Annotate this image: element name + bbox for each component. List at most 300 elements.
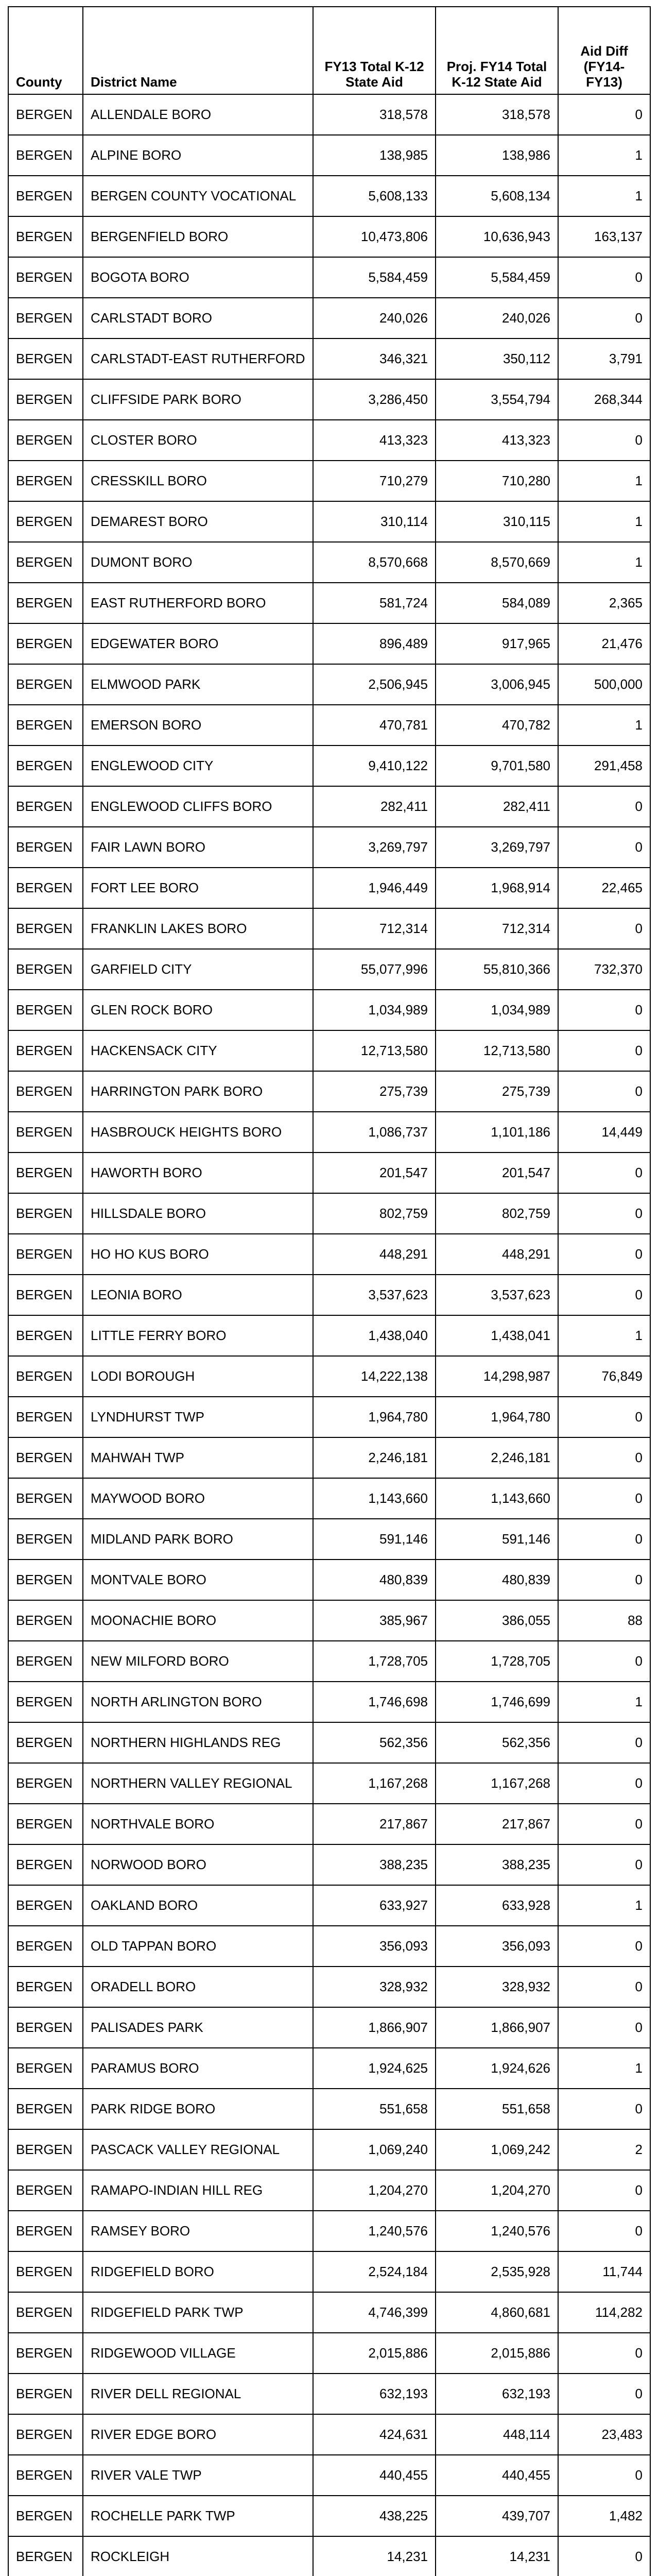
table-row [8, 2374, 650, 2414]
district-name-cell: EDGEWATER BORO [83, 623, 313, 664]
table-row [8, 990, 650, 1030]
fy14-aid-cell: 1,746,699 [436, 1682, 558, 1722]
district-name-cell: BERGEN COUNTY VOCATIONAL [83, 176, 313, 216]
county-cell: BERGEN [8, 1519, 83, 1560]
fy13-aid-cell: 5,608,133 [313, 176, 436, 216]
table-row [8, 1397, 650, 1437]
fy14-aid-cell: 584,089 [436, 583, 558, 623]
county-cell: BERGEN [8, 908, 83, 949]
county-cell: BERGEN [8, 1193, 83, 1234]
fy14-aid-cell: 710,280 [436, 461, 558, 501]
county-cell: BERGEN [8, 216, 83, 257]
table-row [8, 2089, 650, 2129]
county-cell: BERGEN [8, 1804, 83, 1844]
aid-diff-cell: 14,449 [558, 1112, 650, 1153]
fy14-aid-cell: 5,608,134 [436, 176, 558, 216]
table-row [8, 1153, 650, 1193]
county-cell: BERGEN [8, 2374, 83, 2414]
table-row [8, 1967, 650, 2007]
aid-diff-cell: 0 [558, 1519, 650, 1560]
fy13-aid-cell: 710,279 [313, 461, 436, 501]
fy14-aid-cell: 551,658 [436, 2089, 558, 2129]
district-name-cell: PASCACK VALLEY REGIONAL [83, 2129, 313, 2170]
aid-diff-cell: 0 [558, 1967, 650, 2007]
fy13-aid-cell: 2,524,184 [313, 2251, 436, 2292]
fy13-aid-cell: 1,069,240 [313, 2129, 436, 2170]
aid-diff-cell: 0 [558, 1722, 650, 1763]
table-row [8, 1437, 650, 1478]
county-cell: BERGEN [8, 1030, 83, 1071]
fy14-aid-cell: 917,965 [436, 623, 558, 664]
table-row [8, 1071, 650, 1112]
fy13-aid-cell: 1,866,907 [313, 2007, 436, 2048]
district-name-cell: FRANKLIN LAKES BORO [83, 908, 313, 949]
county-cell: BERGEN [8, 1397, 83, 1437]
aid-diff-cell: 0 [558, 1275, 650, 1315]
district-name-cell: LITTLE FERRY BORO [83, 1315, 313, 1356]
table-row [8, 2333, 650, 2374]
aid-diff-cell: 0 [558, 2170, 650, 2211]
table-row [8, 298, 650, 338]
district-name-cell: CARLSTADT-EAST RUTHERFORD [83, 338, 313, 379]
fy14-aid-cell: 201,547 [436, 1153, 558, 1193]
district-name-cell: PARK RIDGE BORO [83, 2089, 313, 2129]
fy14-aid-cell: 440,455 [436, 2455, 558, 2496]
aid-diff-cell: 0 [558, 1193, 650, 1234]
table-row [8, 338, 650, 379]
aid-diff-cell: 0 [558, 990, 650, 1030]
fy13-aid-cell: 3,286,450 [313, 379, 436, 420]
fy13-aid-cell: 896,489 [313, 623, 436, 664]
county-cell: BERGEN [8, 1844, 83, 1885]
county-cell: BERGEN [8, 501, 83, 542]
table-row [8, 379, 650, 420]
fy13-aid-cell: 14,222,138 [313, 1356, 436, 1397]
fy14-aid-cell: 1,034,989 [436, 990, 558, 1030]
table-row [8, 1600, 650, 1641]
district-name-cell: MAYWOOD BORO [83, 1478, 313, 1519]
county-cell: BERGEN [8, 623, 83, 664]
aid-diff-cell: 0 [558, 298, 650, 338]
fy14-aid-cell: 2,535,928 [436, 2251, 558, 2292]
table-row [8, 908, 650, 949]
aid-diff-cell: 1 [558, 1315, 650, 1356]
aid-diff-cell: 0 [558, 257, 650, 298]
fy13-aid-cell: 1,728,705 [313, 1641, 436, 1682]
district-name-cell: LYNDHURST TWP [83, 1397, 313, 1437]
table-row [8, 827, 650, 868]
fy14-aid-cell: 1,143,660 [436, 1478, 558, 1519]
county-cell: BERGEN [8, 2007, 83, 2048]
county-cell: BERGEN [8, 420, 83, 461]
fy14-aid-cell: 310,115 [436, 501, 558, 542]
county-cell: BERGEN [8, 2048, 83, 2089]
fy13-aid-cell: 1,746,698 [313, 1682, 436, 1722]
fy14-aid-cell: 448,114 [436, 2414, 558, 2455]
district-name-cell: NORWOOD BORO [83, 1844, 313, 1885]
table-row [8, 2455, 650, 2496]
table-row [8, 2536, 650, 2576]
district-name-cell: CRESSKILL BORO [83, 461, 313, 501]
district-name-cell: ALLENDALE BORO [83, 94, 313, 135]
county-cell: BERGEN [8, 2170, 83, 2211]
fy13-aid-cell: 201,547 [313, 1153, 436, 1193]
district-name-cell: HASBROUCK HEIGHTS BORO [83, 1112, 313, 1153]
fy13-aid-cell: 12,713,580 [313, 1030, 436, 1071]
aid-diff-cell: 732,370 [558, 949, 650, 990]
aid-diff-cell: 1 [558, 1885, 650, 1926]
aid-diff-cell: 0 [558, 2536, 650, 2576]
aid-diff-cell: 0 [558, 1560, 650, 1600]
district-name-cell: HARRINGTON PARK BORO [83, 1071, 313, 1112]
fy14-aid-cell: 318,578 [436, 94, 558, 135]
district-name-cell: MOONACHIE BORO [83, 1600, 313, 1641]
fy14-aid-cell: 14,231 [436, 2536, 558, 2576]
fy13-aid-cell: 240,026 [313, 298, 436, 338]
county-cell: BERGEN [8, 868, 83, 908]
district-name-cell: RIVER EDGE BORO [83, 2414, 313, 2455]
county-cell: BERGEN [8, 949, 83, 990]
county-cell: BERGEN [8, 664, 83, 705]
fy13-aid-cell: 632,193 [313, 2374, 436, 2414]
district-name-cell: RIVER VALE TWP [83, 2455, 313, 2496]
fy14-aid-cell: 217,867 [436, 1804, 558, 1844]
table-row [8, 1030, 650, 1071]
county-cell: BERGEN [8, 827, 83, 868]
district-name-cell: CLIFFSIDE PARK BORO [83, 379, 313, 420]
fy13-aid-cell: 8,570,668 [313, 542, 436, 583]
state-aid-table [8, 6, 651, 2576]
table-row [8, 216, 650, 257]
fy14-aid-cell: 240,026 [436, 298, 558, 338]
fy14-aid-cell: 1,101,186 [436, 1112, 558, 1153]
aid-diff-cell: 1 [558, 705, 650, 745]
county-cell: BERGEN [8, 2251, 83, 2292]
aid-diff-cell: 291,458 [558, 745, 650, 786]
county-cell: BERGEN [8, 2536, 83, 2576]
county-cell: BERGEN [8, 1315, 83, 1356]
aid-diff-cell: 1 [558, 176, 650, 216]
fy14-aid-cell: 14,298,987 [436, 1356, 558, 1397]
fy14-aid-cell: 632,193 [436, 2374, 558, 2414]
district-name-cell: NORTH ARLINGTON BORO [83, 1682, 313, 1722]
aid-diff-cell: 268,344 [558, 379, 650, 420]
district-name-cell: EAST RUTHERFORD BORO [83, 583, 313, 623]
header-diff: Aid Diff (FY14-FY13) [558, 7, 650, 94]
aid-diff-cell: 0 [558, 1153, 650, 1193]
fy14-aid-cell: 328,932 [436, 1967, 558, 2007]
district-name-cell: OAKLAND BORO [83, 1885, 313, 1926]
aid-diff-cell: 2,365 [558, 583, 650, 623]
fy13-aid-cell: 3,269,797 [313, 827, 436, 868]
aid-diff-cell: 0 [558, 1804, 650, 1844]
table-row [8, 461, 650, 501]
fy14-aid-cell: 1,866,907 [436, 2007, 558, 2048]
fy14-aid-cell: 2,015,886 [436, 2333, 558, 2374]
county-cell: BERGEN [8, 1600, 83, 1641]
table-body [8, 94, 650, 2576]
table-row [8, 786, 650, 827]
table-row [8, 1844, 650, 1885]
fy13-aid-cell: 633,927 [313, 1885, 436, 1926]
fy13-aid-cell: 480,839 [313, 1560, 436, 1600]
fy14-aid-cell: 1,968,914 [436, 868, 558, 908]
table-row [8, 176, 650, 216]
table-row [8, 868, 650, 908]
table-row [8, 2170, 650, 2211]
district-name-cell: MONTVALE BORO [83, 1560, 313, 1600]
district-name-cell: NORTHVALE BORO [83, 1804, 313, 1844]
table-row [8, 1356, 650, 1397]
fy13-aid-cell: 470,781 [313, 705, 436, 745]
table-row [8, 2048, 650, 2089]
county-cell: BERGEN [8, 1682, 83, 1722]
fy14-aid-cell: 386,055 [436, 1600, 558, 1641]
table-row [8, 1560, 650, 1600]
district-name-cell: RIDGEFIELD PARK TWP [83, 2292, 313, 2333]
district-name-cell: BOGOTA BORO [83, 257, 313, 298]
table-row [8, 745, 650, 786]
fy13-aid-cell: 424,631 [313, 2414, 436, 2455]
county-cell: BERGEN [8, 1560, 83, 1600]
table-row [8, 2007, 650, 2048]
fy14-aid-cell: 2,246,181 [436, 1437, 558, 1478]
county-cell: BERGEN [8, 542, 83, 583]
table-row [8, 2496, 650, 2536]
table-row [8, 705, 650, 745]
table-row [8, 1519, 650, 1560]
fy14-aid-cell: 275,739 [436, 1071, 558, 1112]
fy14-aid-cell: 562,356 [436, 1722, 558, 1763]
aid-diff-cell: 88 [558, 1600, 650, 1641]
header-row [8, 7, 650, 94]
county-cell: BERGEN [8, 1437, 83, 1478]
fy13-aid-cell: 310,114 [313, 501, 436, 542]
fy13-aid-cell: 1,240,576 [313, 2211, 436, 2251]
fy13-aid-cell: 318,578 [313, 94, 436, 135]
county-cell: BERGEN [8, 1234, 83, 1275]
fy14-aid-cell: 470,782 [436, 705, 558, 745]
fy13-aid-cell: 2,506,945 [313, 664, 436, 705]
aid-diff-cell: 0 [558, 1763, 650, 1804]
aid-diff-cell: 0 [558, 1234, 650, 1275]
fy13-aid-cell: 562,356 [313, 1722, 436, 1763]
county-cell: BERGEN [8, 705, 83, 745]
fy13-aid-cell: 388,235 [313, 1844, 436, 1885]
fy13-aid-cell: 275,739 [313, 1071, 436, 1112]
district-name-cell: ORADELL BORO [83, 1967, 313, 2007]
aid-diff-cell: 0 [558, 420, 650, 461]
table-row [8, 1804, 650, 1844]
district-name-cell: BERGENFIELD BORO [83, 216, 313, 257]
aid-diff-cell: 76,849 [558, 1356, 650, 1397]
fy14-aid-cell: 55,810,366 [436, 949, 558, 990]
aid-diff-cell: 0 [558, 1437, 650, 1478]
fy13-aid-cell: 1,167,268 [313, 1763, 436, 1804]
district-name-cell: NORTHERN HIGHLANDS REG [83, 1722, 313, 1763]
table-row [8, 664, 650, 705]
county-cell: BERGEN [8, 745, 83, 786]
county-cell: BERGEN [8, 176, 83, 216]
aid-diff-cell: 0 [558, 908, 650, 949]
fy13-aid-cell: 55,077,996 [313, 949, 436, 990]
fy14-aid-cell: 356,093 [436, 1926, 558, 1967]
district-name-cell: RIVER DELL REGIONAL [83, 2374, 313, 2414]
table-row [8, 1722, 650, 1763]
table-row [8, 2129, 650, 2170]
fy14-aid-cell: 1,924,626 [436, 2048, 558, 2089]
aid-diff-cell: 500,000 [558, 664, 650, 705]
fy14-aid-cell: 3,554,794 [436, 379, 558, 420]
aid-diff-cell: 0 [558, 94, 650, 135]
fy14-aid-cell: 3,537,623 [436, 1275, 558, 1315]
county-cell: BERGEN [8, 2455, 83, 2496]
fy13-aid-cell: 328,932 [313, 1967, 436, 2007]
county-cell: BERGEN [8, 298, 83, 338]
table-row [8, 2414, 650, 2455]
fy13-aid-cell: 413,323 [313, 420, 436, 461]
district-name-cell: ELMWOOD PARK [83, 664, 313, 705]
county-cell: BERGEN [8, 2292, 83, 2333]
district-name-cell: LODI BOROUGH [83, 1356, 313, 1397]
fy13-aid-cell: 4,746,399 [313, 2292, 436, 2333]
fy13-aid-cell: 1,438,040 [313, 1315, 436, 1356]
table-row [8, 1478, 650, 1519]
fy14-aid-cell: 802,759 [436, 1193, 558, 1234]
district-name-cell: RAMAPO-INDIAN HILL REG [83, 2170, 313, 2211]
table-row [8, 583, 650, 623]
fy13-aid-cell: 448,291 [313, 1234, 436, 1275]
district-name-cell: DUMONT BORO [83, 542, 313, 583]
county-cell: BERGEN [8, 2414, 83, 2455]
district-name-cell: EMERSON BORO [83, 705, 313, 745]
aid-diff-cell: 1 [558, 501, 650, 542]
fy13-aid-cell: 385,967 [313, 1600, 436, 1641]
county-cell: BERGEN [8, 1722, 83, 1763]
district-name-cell: RIDGEFIELD BORO [83, 2251, 313, 2292]
aid-diff-cell: 3,791 [558, 338, 650, 379]
district-name-cell: CLOSTER BORO [83, 420, 313, 461]
fy13-aid-cell: 2,246,181 [313, 1437, 436, 1478]
table-row [8, 1234, 650, 1275]
aid-diff-cell: 0 [558, 2333, 650, 2374]
fy14-aid-cell: 138,986 [436, 135, 558, 176]
fy14-aid-cell: 591,146 [436, 1519, 558, 1560]
district-name-cell: HAWORTH BORO [83, 1153, 313, 1193]
district-name-cell: MIDLAND PARK BORO [83, 1519, 313, 1560]
fy13-aid-cell: 9,410,122 [313, 745, 436, 786]
fy13-aid-cell: 356,093 [313, 1926, 436, 1967]
district-name-cell: OLD TAPPAN BORO [83, 1926, 313, 1967]
table-row [8, 949, 650, 990]
table-row [8, 1885, 650, 1926]
district-name-cell: ENGLEWOOD CLIFFS BORO [83, 786, 313, 827]
county-cell: BERGEN [8, 94, 83, 135]
fy13-aid-cell: 440,455 [313, 2455, 436, 2496]
fy14-aid-cell: 480,839 [436, 1560, 558, 1600]
aid-diff-cell: 0 [558, 2455, 650, 2496]
district-name-cell: FORT LEE BORO [83, 868, 313, 908]
aid-diff-cell: 2 [558, 2129, 650, 2170]
table-row [8, 257, 650, 298]
fy14-aid-cell: 1,728,705 [436, 1641, 558, 1682]
fy14-aid-cell: 3,269,797 [436, 827, 558, 868]
fy13-aid-cell: 1,204,270 [313, 2170, 436, 2211]
fy13-aid-cell: 551,658 [313, 2089, 436, 2129]
fy14-aid-cell: 350,112 [436, 338, 558, 379]
district-name-cell: RAMSEY BORO [83, 2211, 313, 2251]
fy13-aid-cell: 1,143,660 [313, 1478, 436, 1519]
fy14-aid-cell: 388,235 [436, 1844, 558, 1885]
table-row [8, 420, 650, 461]
county-cell: BERGEN [8, 1356, 83, 1397]
county-cell: BERGEN [8, 786, 83, 827]
district-name-cell: HACKENSACK CITY [83, 1030, 313, 1071]
fy14-aid-cell: 1,167,268 [436, 1763, 558, 1804]
fy13-aid-cell: 1,924,625 [313, 2048, 436, 2089]
county-cell: BERGEN [8, 338, 83, 379]
table-row [8, 1193, 650, 1234]
county-cell: BERGEN [8, 379, 83, 420]
aid-diff-cell: 1 [558, 135, 650, 176]
county-cell: BERGEN [8, 1478, 83, 1519]
district-name-cell: CARLSTADT BORO [83, 298, 313, 338]
aid-diff-cell: 0 [558, 2211, 650, 2251]
table-row [8, 1275, 650, 1315]
aid-diff-cell: 1 [558, 542, 650, 583]
district-name-cell: GARFIELD CITY [83, 949, 313, 990]
county-cell: BERGEN [8, 135, 83, 176]
table-row [8, 1926, 650, 1967]
table-row [8, 1763, 650, 1804]
aid-diff-cell: 0 [558, 827, 650, 868]
table-row [8, 2211, 650, 2251]
district-name-cell: PALISADES PARK [83, 2007, 313, 2048]
district-name-cell: ALPINE BORO [83, 135, 313, 176]
fy13-aid-cell: 1,964,780 [313, 1397, 436, 1437]
fy13-aid-cell: 1,034,989 [313, 990, 436, 1030]
district-name-cell: DEMAREST BORO [83, 501, 313, 542]
aid-diff-cell: 163,137 [558, 216, 650, 257]
fy13-aid-cell: 5,584,459 [313, 257, 436, 298]
fy13-aid-cell: 802,759 [313, 1193, 436, 1234]
fy14-aid-cell: 633,928 [436, 1885, 558, 1926]
header-fy13: FY13 Total K-12 State Aid [313, 7, 436, 94]
fy13-aid-cell: 10,473,806 [313, 216, 436, 257]
county-cell: BERGEN [8, 2333, 83, 2374]
district-name-cell: ENGLEWOOD CITY [83, 745, 313, 786]
table-row [8, 94, 650, 135]
table-row [8, 623, 650, 664]
aid-diff-cell: 1,482 [558, 2496, 650, 2536]
county-cell: BERGEN [8, 1153, 83, 1193]
aid-diff-cell: 21,476 [558, 623, 650, 664]
county-cell: BERGEN [8, 1926, 83, 1967]
fy13-aid-cell: 346,321 [313, 338, 436, 379]
fy14-aid-cell: 448,291 [436, 1234, 558, 1275]
header-fy14: Proj. FY14 Total K-12 State Aid [436, 7, 558, 94]
county-cell: BERGEN [8, 583, 83, 623]
district-name-cell: LEONIA BORO [83, 1275, 313, 1315]
aid-diff-cell: 23,483 [558, 2414, 650, 2455]
district-name-cell: FAIR LAWN BORO [83, 827, 313, 868]
fy14-aid-cell: 9,701,580 [436, 745, 558, 786]
fy14-aid-cell: 712,314 [436, 908, 558, 949]
county-cell: BERGEN [8, 1071, 83, 1112]
table-row [8, 1641, 650, 1682]
fy14-aid-cell: 282,411 [436, 786, 558, 827]
fy13-aid-cell: 581,724 [313, 583, 436, 623]
